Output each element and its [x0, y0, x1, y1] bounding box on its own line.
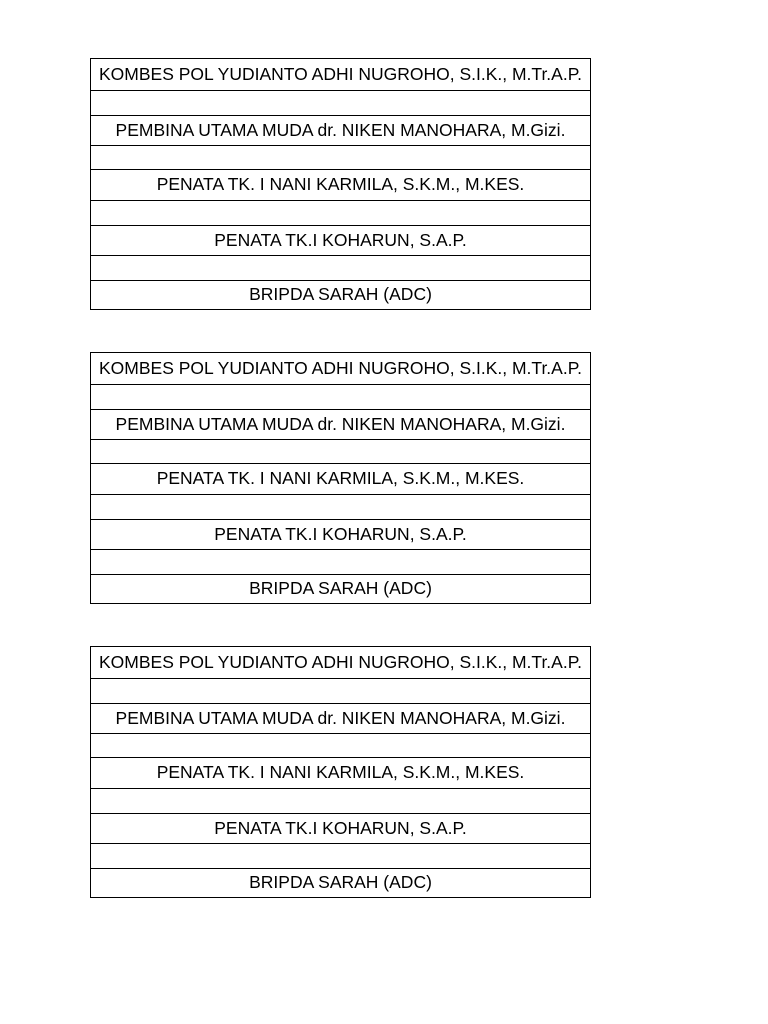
- name-cell-penata-koharun: PENATA TK.I KOHARUN, S.A.P.: [91, 226, 591, 256]
- name-cell-pembina: PEMBINA UTAMA MUDA dr. NIKEN MANOHARA, M.Gizi.: [91, 704, 591, 734]
- name-cell-pembina: PEMBINA UTAMA MUDA dr. NIKEN MANOHARA, M.Gizi.: [91, 410, 591, 440]
- name-cell-pembina: PEMBINA UTAMA MUDA dr. NIKEN MANOHARA, M.Gizi.: [91, 116, 591, 146]
- spacer-cell: [91, 91, 591, 116]
- name-table-2: [90, 352, 591, 604]
- name-cell-bripda: BRIPDA SARAH (ADC): [91, 575, 591, 604]
- name-cell-penata-nani: PENATA TK. I NANI KARMILA, S.K.M., M.KES.: [91, 464, 591, 495]
- name-table-3: [90, 646, 591, 898]
- spacer-cell: [91, 256, 591, 281]
- spacer-cell: [91, 146, 591, 170]
- name-cell-penata-nani: PENATA TK. I NANI KARMILA, S.K.M., M.KES.: [91, 758, 591, 789]
- spacer-cell: [91, 550, 591, 575]
- name-cell-kombes: KOMBES POL YUDIANTO ADHI NUGROHO, S.I.K., M.Tr.A.P.: [91, 647, 591, 679]
- name-cell-penata-koharun: PENATA TK.I KOHARUN, S.A.P.: [91, 814, 591, 844]
- spacer-cell: [91, 440, 591, 464]
- spacer-cell: [91, 679, 591, 704]
- spacer-cell: [91, 201, 591, 226]
- spacer-cell: [91, 495, 591, 520]
- name-cell-penata-nani: PENATA TK. I NANI KARMILA, S.K.M., M.KES.: [91, 170, 591, 201]
- spacer-cell: [91, 385, 591, 410]
- spacer-cell: [91, 789, 591, 814]
- name-cell-kombes: KOMBES POL YUDIANTO ADHI NUGROHO, S.I.K., M.Tr.A.P.: [91, 353, 591, 385]
- name-cell-penata-koharun: PENATA TK.I KOHARUN, S.A.P.: [91, 520, 591, 550]
- name-cell-kombes: KOMBES POL YUDIANTO ADHI NUGROHO, S.I.K., M.Tr.A.P.: [91, 59, 591, 91]
- spacer-cell: [91, 734, 591, 758]
- name-cell-bripda: BRIPDA SARAH (ADC): [91, 869, 591, 898]
- spacer-cell: [91, 844, 591, 869]
- name-table-1: [90, 58, 591, 310]
- name-cell-bripda: BRIPDA SARAH (ADC): [91, 281, 591, 310]
